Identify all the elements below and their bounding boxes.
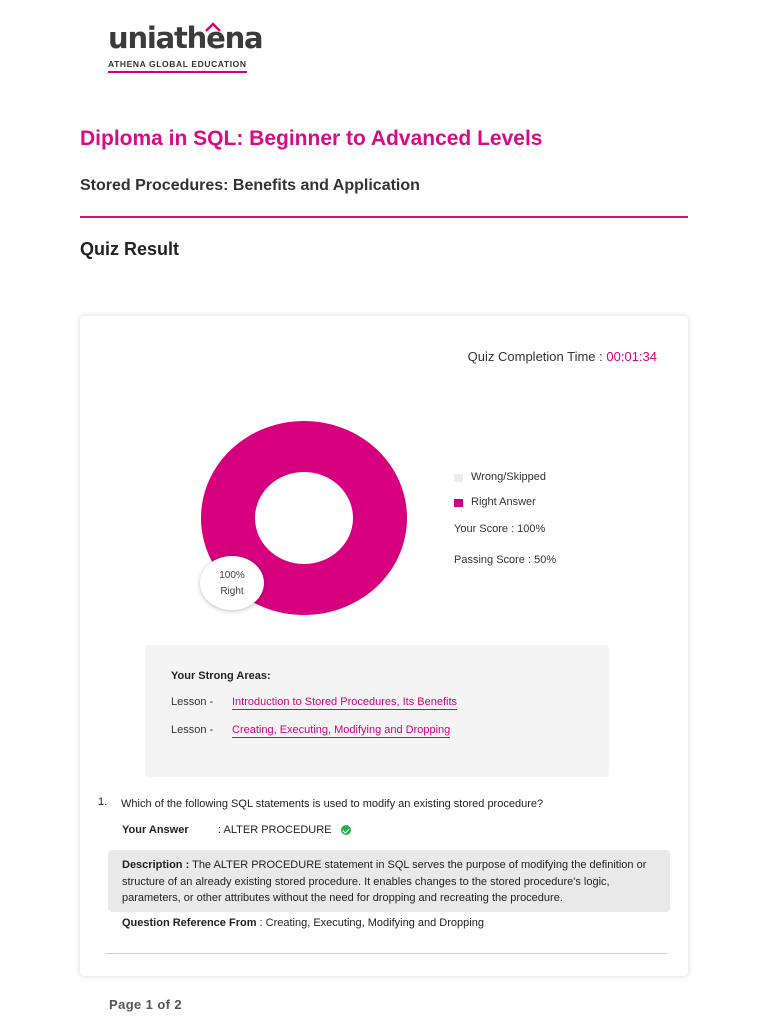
legend-label-wrong: Wrong/Skipped bbox=[471, 470, 547, 483]
strong-area-link[interactable]: Creating, Executing, Modifying and Dropping bbox=[232, 724, 451, 736]
donut-badge bbox=[200, 556, 264, 610]
question-text: Which of the following SQL statements is used to modify an existing stored procedure? bbox=[121, 798, 544, 810]
title-divider bbox=[80, 216, 688, 218]
question-reference bbox=[122, 917, 484, 929]
graduation-cap-icon bbox=[204, 22, 222, 32]
strong-area-prefix: Lesson - bbox=[171, 724, 214, 736]
reference-label: Question Reference From bbox=[122, 917, 257, 929]
course-title: Diploma in SQL: Beginner to Advanced Levels bbox=[80, 127, 543, 150]
logo-subtitle: ATHENA GLOBAL EDUCATION bbox=[108, 59, 247, 73]
strong-area-prefix: Lesson - bbox=[171, 696, 214, 708]
quiz-result-card bbox=[80, 316, 688, 976]
reference-value: : Creating, Executing, Modifying and Dropping bbox=[259, 917, 484, 929]
badge-percent: 100% bbox=[219, 570, 245, 581]
your-score: Your Score : 100% bbox=[454, 523, 546, 535]
strong-area-item bbox=[171, 724, 450, 736]
legend-label-right: Right Answer bbox=[471, 495, 536, 508]
description-text: The ALTER PROCEDURE statement in SQL serves the purpose of modifying the definition or structure of an already existing stored procedure. It enables changes to the stored procedure's logic, parameters, or other attributes without the need for dropping and recreating the procedure. bbox=[122, 859, 647, 904]
question-divider bbox=[105, 953, 667, 954]
passing-score: Passing Score : 50% bbox=[454, 554, 557, 566]
section-title: Quiz Result bbox=[80, 239, 180, 259]
your-answer-label: Your Answer bbox=[122, 824, 189, 836]
completion-time bbox=[468, 349, 657, 364]
logo-wordmark: uniathena bbox=[108, 21, 263, 55]
legend-item-right bbox=[454, 489, 556, 514]
completion-label: Quiz Completion Time : bbox=[467, 349, 603, 364]
answer-description bbox=[108, 850, 670, 912]
strong-areas-title: Your Strong Areas: bbox=[171, 670, 271, 682]
legend-item-wrong bbox=[454, 464, 556, 489]
legend-swatch-wrong bbox=[454, 474, 463, 482]
legend-swatch-right bbox=[454, 499, 463, 507]
chart-legend bbox=[454, 464, 556, 579]
strong-areas-box bbox=[145, 645, 609, 777]
badge-label: Right bbox=[220, 586, 244, 597]
strong-area-item bbox=[171, 696, 457, 708]
correct-check-icon bbox=[341, 825, 351, 835]
your-answer bbox=[218, 824, 351, 836]
strong-area-link[interactable]: Introduction to Stored Procedures, Its Benefits bbox=[232, 696, 458, 708]
completion-time-value: 00:01:34 bbox=[606, 349, 657, 364]
your-answer-value: : ALTER PROCEDURE bbox=[218, 824, 332, 836]
page-number: Page 1 of 2 bbox=[109, 997, 183, 1012]
lesson-title: Stored Procedures: Benefits and Application bbox=[80, 177, 420, 194]
uniathena-logo bbox=[108, 21, 263, 74]
description-label: Description : bbox=[122, 859, 190, 871]
question-number: 1. bbox=[98, 796, 108, 808]
